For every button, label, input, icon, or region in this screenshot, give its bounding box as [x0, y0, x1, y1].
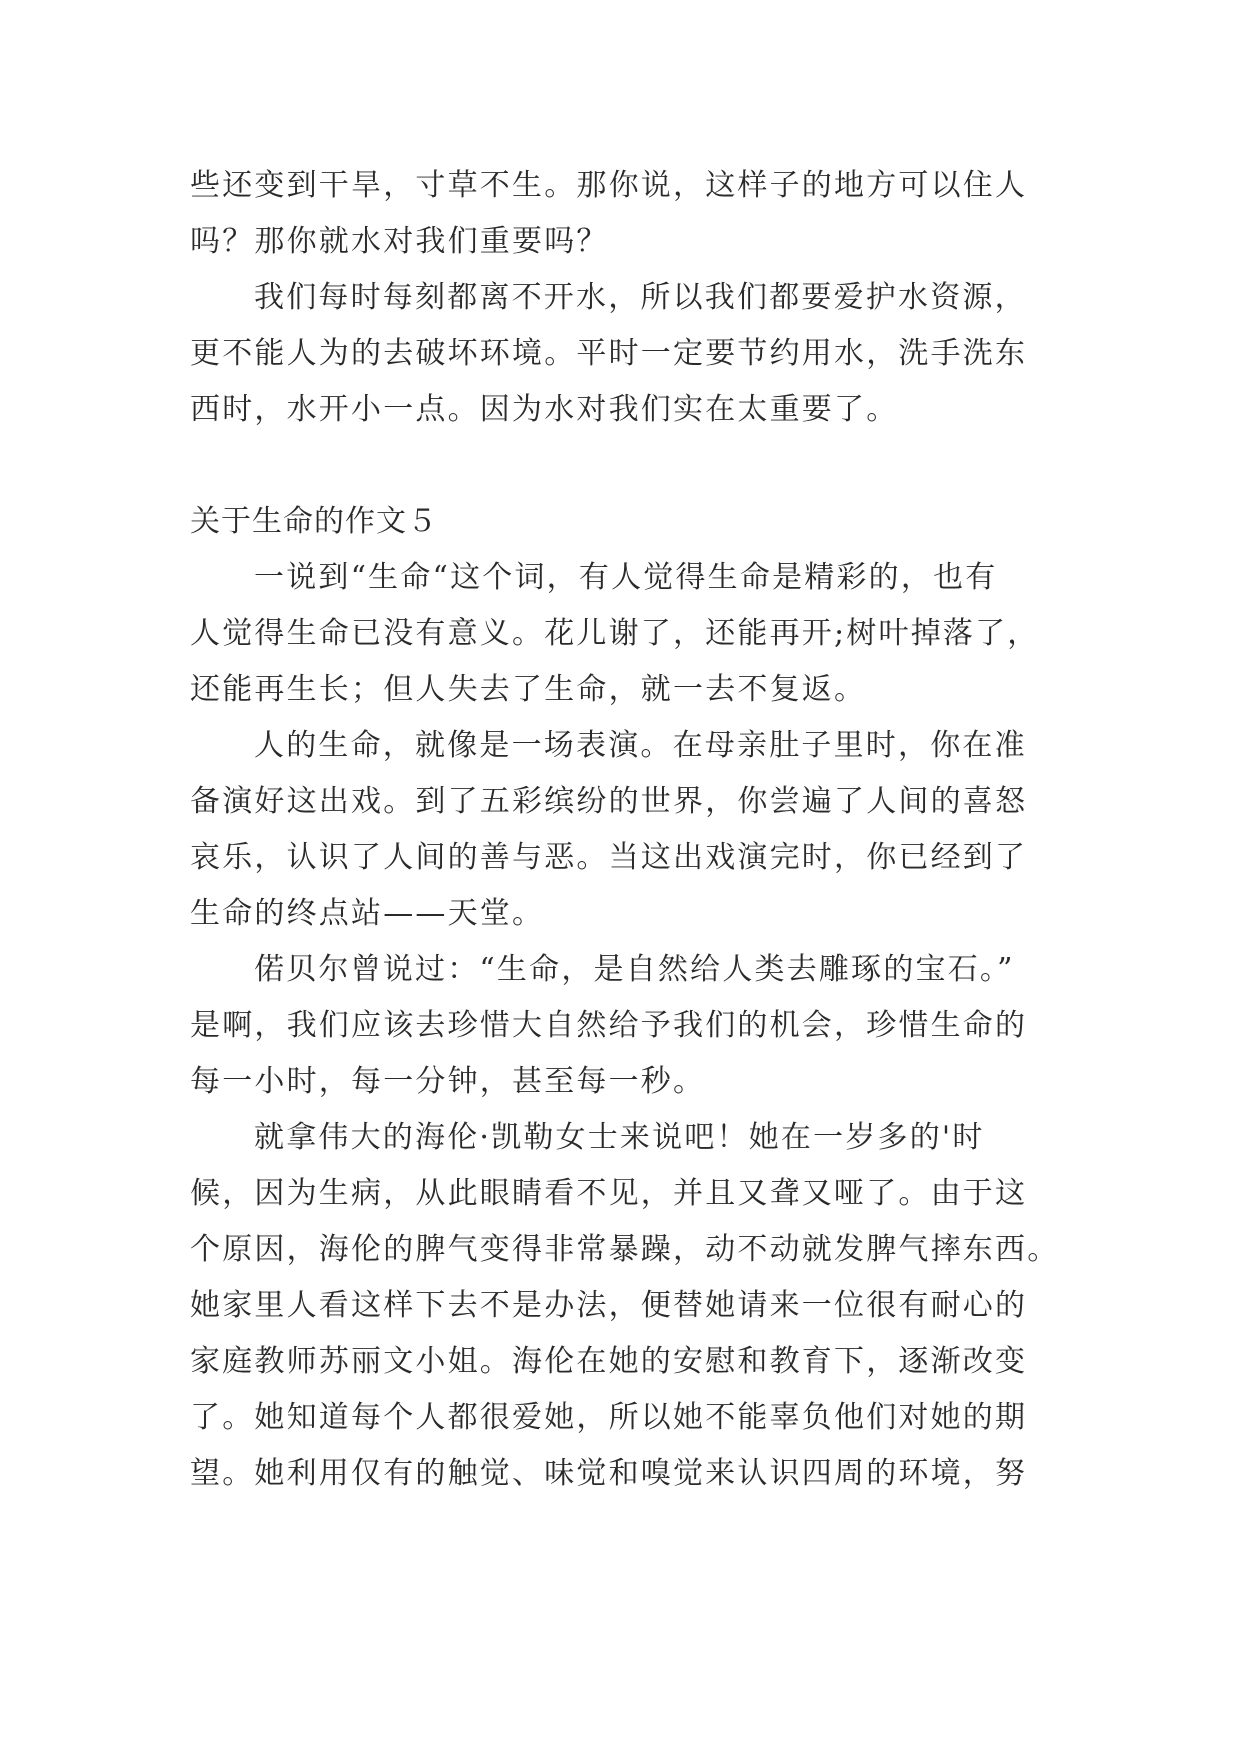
paragraph-line: 备演好这出戏。到了五彩缤纷的世界，你尝遍了人间的喜怒: [190, 784, 1028, 819]
paragraph-line: 人的生命，就像是一场表演。在母亲肚子里时，你在准: [254, 728, 1027, 763]
paragraph-line: 些还变到干旱，寸草不生。那你说，这样子的地方可以住人: [190, 168, 1028, 203]
paragraph-line: 一说到“生命“这个词，有人觉得生命是精彩的，也有: [254, 560, 998, 595]
paragraph-line: 吗？那你就水对我们重要吗？: [190, 224, 609, 259]
paragraph-line: 偌贝尔曾说过：“生命，是自然给人类去雕琢的宝石。”: [254, 952, 1015, 987]
paragraph-line: 还能再生长；但人失去了生命，就一去不复返。: [190, 672, 867, 707]
paragraph-line: 她家里人看这样下去不是办法，便替她请来一位很有耐心的: [190, 1288, 1028, 1323]
paragraph-line: 每一小时，每一分钟，甚至每一秒。: [190, 1064, 706, 1099]
document-body: [190, 158, 1060, 1502]
paragraph-line: 是啊，我们应该去珍惜大自然给予我们的机会，珍惜生命的: [190, 1008, 1028, 1043]
paragraph-line: 个原因，海伦的脾气变得非常暴躁，动不动就发脾气摔东西。: [190, 1232, 1060, 1267]
paragraph-line: 我们每时每刻都离不开水，所以我们都要爱护水资源，: [254, 280, 1027, 315]
section-spacer: [190, 438, 1060, 494]
paragraph-line: 生命的终点站——天堂。: [190, 896, 545, 931]
paragraph-line: 就拿伟大的海伦·凯勒女士来说吧！她在一岁多的'时: [254, 1120, 985, 1155]
paragraph-line: 西时，水开小一点。因为水对我们实在太重要了。: [190, 392, 899, 427]
section-heading: 关于生命的作文５: [190, 504, 438, 539]
paragraph-line: 了。她知道每个人都很爱她，所以她不能辜负他们对她的期: [190, 1400, 1028, 1435]
paragraph-line: 候，因为生病，从此眼睛看不见，并且又聋又哑了。由于这: [190, 1176, 1028, 1211]
paragraph-line: 人觉得生命已没有意义。花儿谢了，还能再开;树叶掉落了，: [190, 616, 1040, 651]
paragraph-line: 望。她利用仅有的触觉、味觉和嗅觉来认识四周的环境，努: [190, 1456, 1028, 1491]
paragraph-line: 家庭教师苏丽文小姐。海伦在她的安慰和教育下，逐渐改变: [190, 1344, 1028, 1379]
paragraph-line: 更不能人为的去破坏环境。平时一定要节约用水，洗手洗东: [190, 336, 1028, 371]
paragraph-line: 哀乐，认识了人间的善与恶。当这出戏演完时，你已经到了: [190, 840, 1028, 875]
